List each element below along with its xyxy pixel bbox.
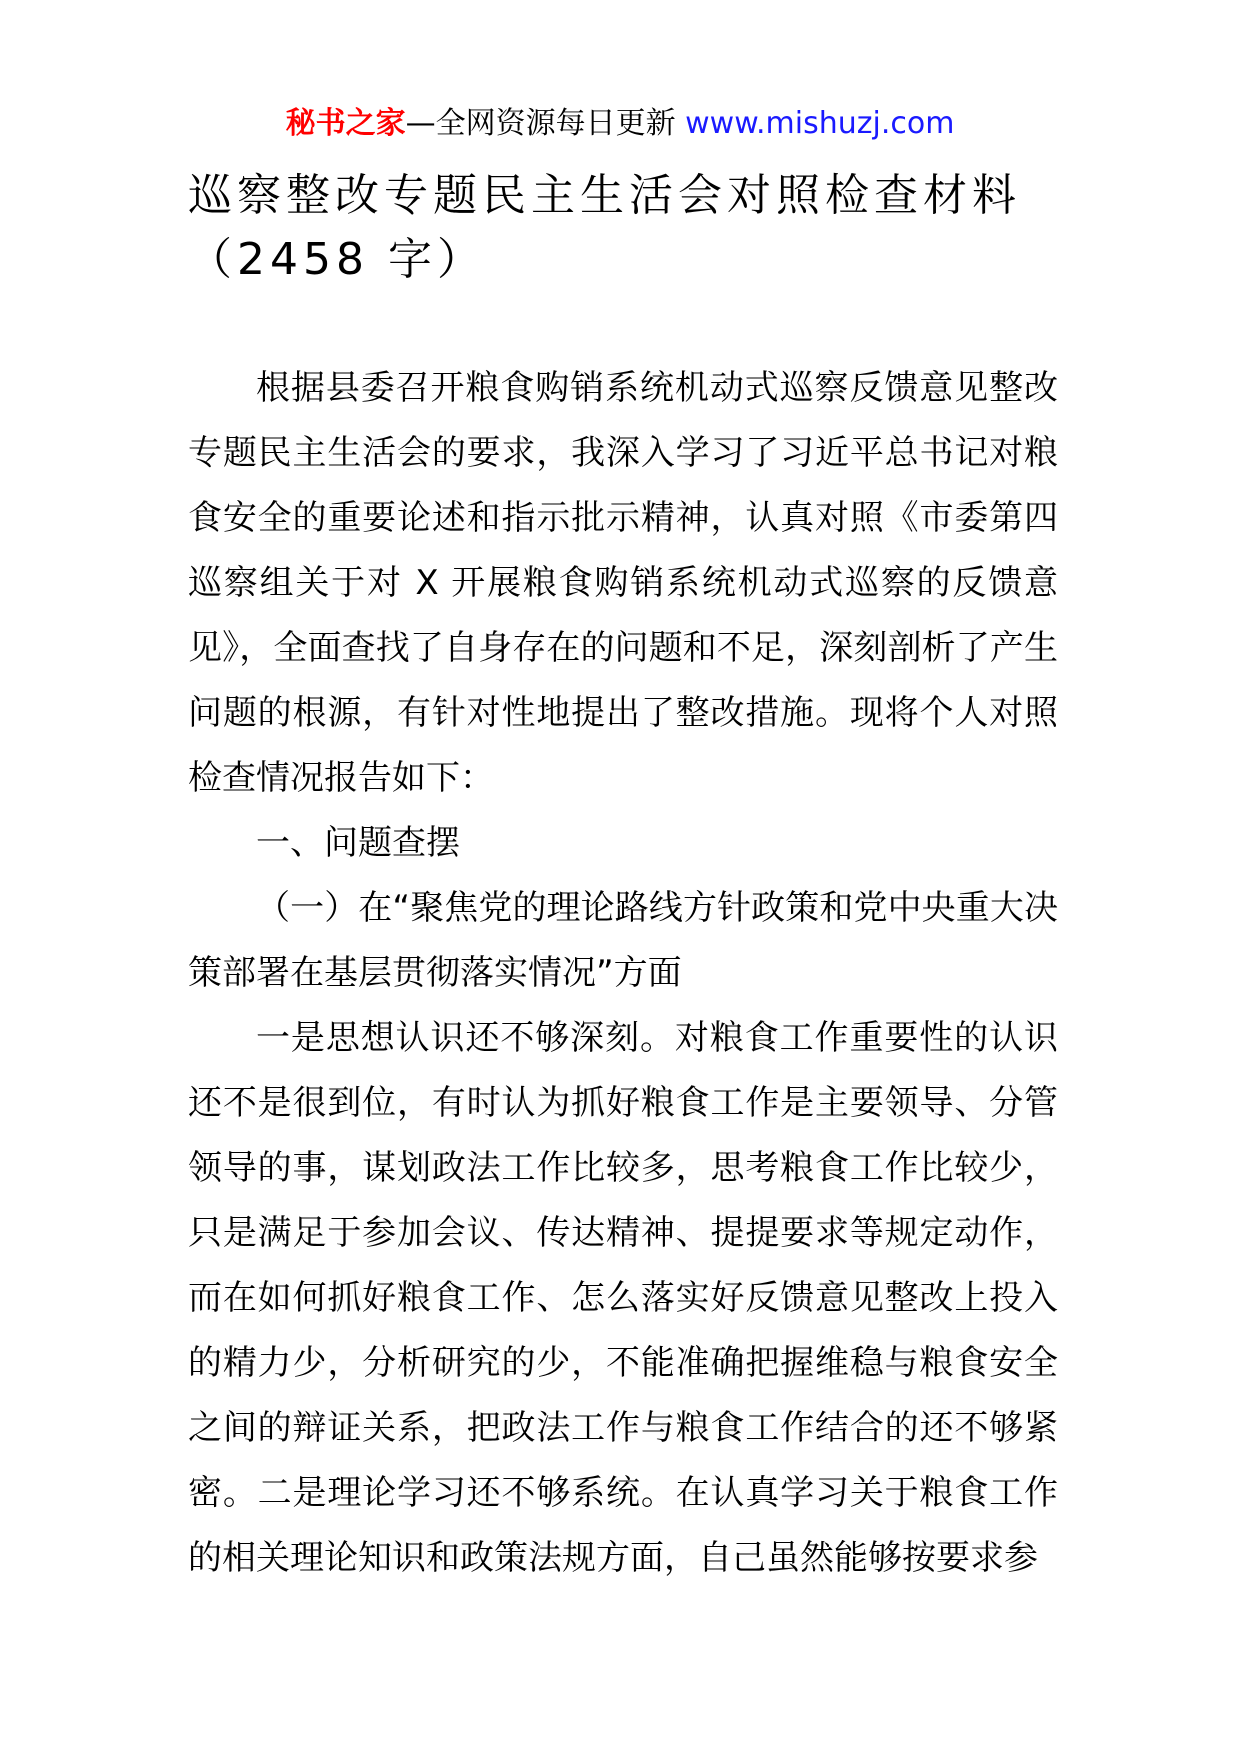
- intro-paragraph: 根据县委召开粮食购销系统机动式巡察反馈意见整改专题民主生活会的要求，我深入学习了习近平总书记对粮食安全的重要论述和指示批示精神，认真对照《市委第四巡察组关于对 X 开展粮食购销系统机动式巡察的反馈意见》，全面查找了自身存在的问题和不足，深刻剖析了产生问题的根源，有针对性地提出了整改措施。现将个人对照检查情况报告如下：: [188, 368, 1058, 798]
- brand-name: 秘书之家: [285, 106, 406, 141]
- subsection-heading: （一）在“聚焦党的理论路线方针政策和党中央重大决策部署在基层贯彻落实情况”方面: [188, 888, 1058, 993]
- website-url[interactable]: www.mishuzj.com: [685, 106, 955, 141]
- header-slogan: —全网资源每日更新: [405, 106, 676, 141]
- section-heading: 一、问题查摆: [256, 823, 460, 863]
- document-title: 巡察整改专题民主生活会对照检查材料（2458 字）: [188, 170, 1021, 285]
- header-banner: [0, 104, 1240, 144]
- body-paragraph: 一是思想认识还不够深刻。对粮食工作重要性的认识还不是很到位，有时认为抓好粮食工作是主要领导、分管领导的事，谋划政法工作比较多，思考粮食工作比较少，只是满足于参加会议、传达精神、提提要求等规定动作，而在如何抓好粮食工作、怎么落实好反馈意见整改上投入的精力少，分析研究的少，不能准确把握维稳与粮食安全之间的辩证关系，把政法工作与粮食工作结合的还不够紧密。二是理论学习还不够系统。在认真学习关于粮食工作的相关理论知识和政策法规方面，自己虽然能够按要求参: [188, 1018, 1058, 1578]
- document-body: [188, 356, 1058, 1591]
